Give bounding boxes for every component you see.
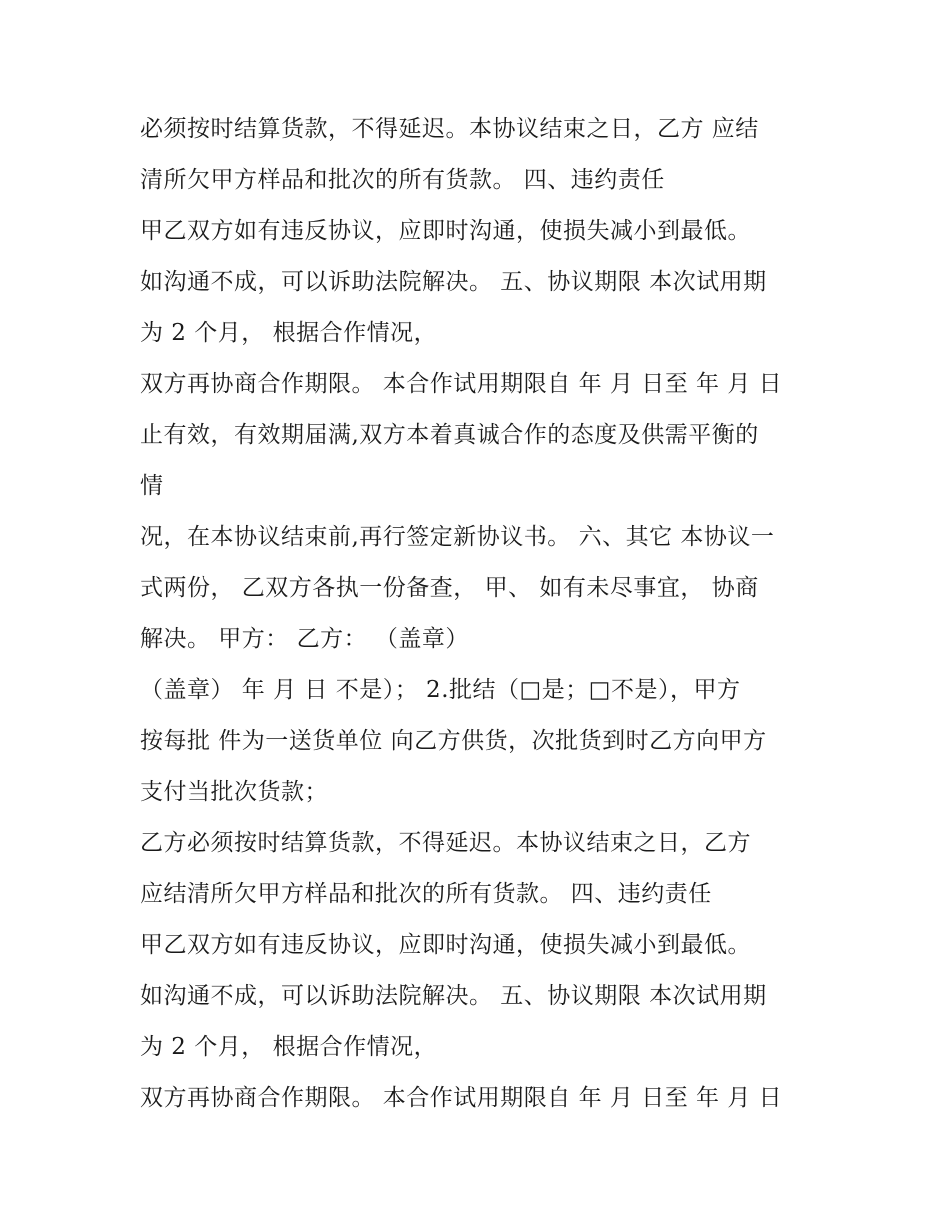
text-line: 必须按时结算货款，不得延迟。本协议结束之日，乙方 应结: [140, 116, 759, 142]
text-line: 支付当批次货款；: [140, 779, 328, 805]
text-line: 为 2 个月， 根据合作情况，: [140, 1034, 438, 1060]
text-line: 甲乙双方如有违反协议，应即时沟通，使损失减小到最低。: [140, 218, 751, 244]
text-line: 为 2 个月， 根据合作情况，: [140, 320, 438, 346]
text-line: 如沟通不成，可以诉助法院解决。 五、协议期限 本次试用期: [140, 983, 767, 1009]
text-line: 况，在本协议结束前,再行签定新协议书。 六、其它 本协议一: [140, 524, 775, 550]
text-line: （盖章） 年 月 日 不是）； 2.批结（□是；□不是），甲方: [140, 677, 741, 703]
document-body: [140, 104, 820, 1124]
text-line: 如沟通不成，可以诉助法院解决。 五、协议期限 本次试用期: [140, 269, 767, 295]
text-line: 式两份， 乙双方各执一份备查， 甲、 如有未尽事宜， 协商: [140, 575, 759, 601]
text-line: 情: [140, 473, 164, 499]
text-line: 按每批 件为一送货单位 向乙方供货，次批货到时乙方向甲方: [140, 728, 767, 754]
text-line: 双方再协商合作期限。 本合作试用期限自 年 月 日至 年 月 日: [140, 371, 783, 397]
text-line: 双方再协商合作期限。 本合作试用期限自 年 月 日至 年 月 日: [140, 1085, 783, 1111]
text-line: 乙方必须按时结算货款，不得延迟。本协议结束之日，乙方: [140, 830, 751, 856]
text-line: 应结清所欠甲方样品和批次的所有货款。 四、违约责任: [140, 881, 712, 907]
text-line: 解决。 甲方： 乙方： （盖章）: [140, 626, 469, 652]
text-line: 清所欠甲方样品和批次的所有货款。 四、违约责任: [140, 167, 665, 193]
text-line: 止有效，有效期届满,双方本着真诚合作的态度及供需平衡的: [140, 422, 759, 448]
text-line: 甲乙双方如有违反协议，应即时沟通，使损失减小到最低。: [140, 932, 751, 958]
